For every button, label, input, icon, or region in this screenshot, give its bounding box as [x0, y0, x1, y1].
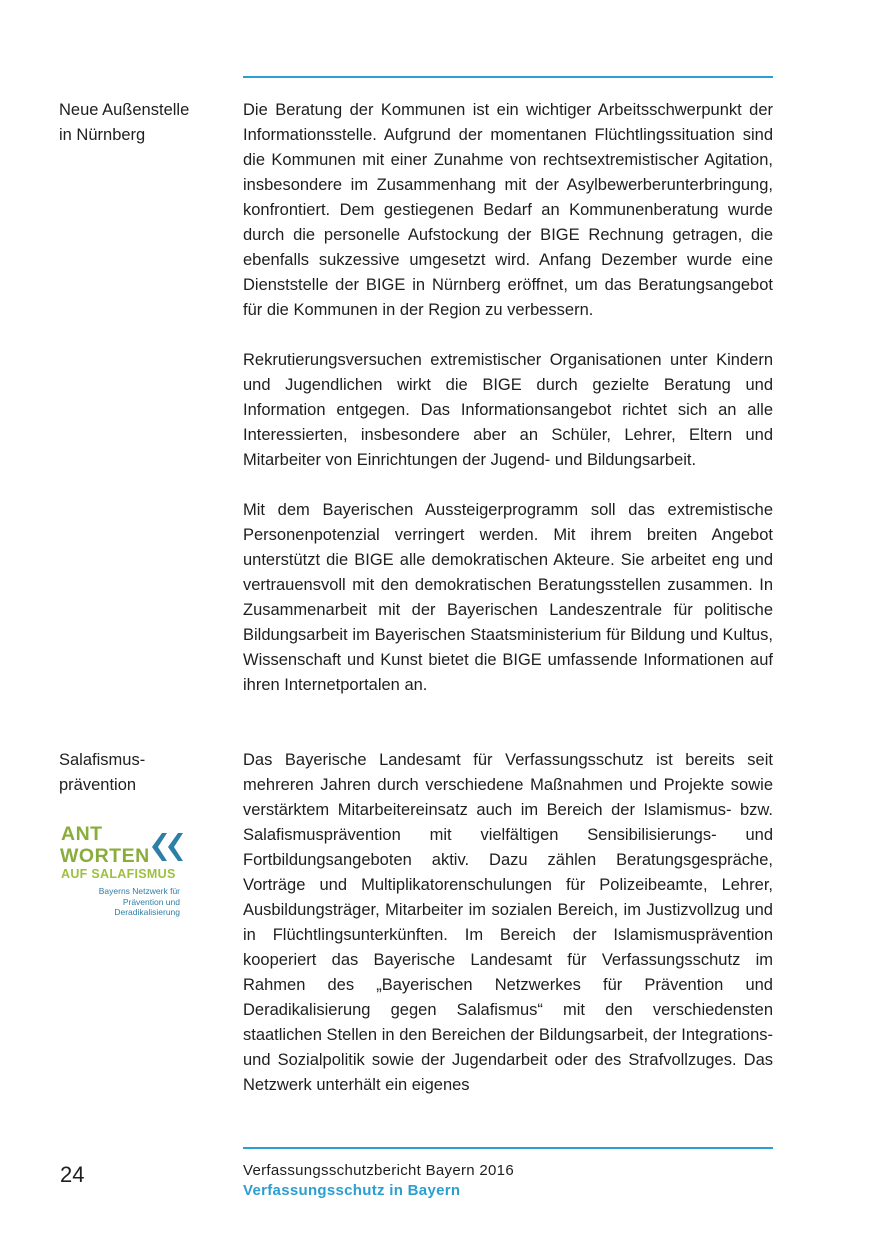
- double-chevron-icon: [148, 831, 184, 863]
- footer-report-title: Verfassungsschutzbericht Bayern 2016: [243, 1162, 514, 1179]
- section-heading-salafismus: [59, 748, 234, 798]
- body-paragraph: Rekrutierungsversuchen extremistischer Organisationen unter Kindern und Jugendlichen wirkt die BIGE durch gezielte Beratung und Information entgegen. Das Informationsangebot richtet sich an alle Interessierten, insbesondere aber an Schüler, Lehrer, Eltern und Mitarbeiter von Einrichtungen der Jugend- und Bildungsarbeit.: [243, 351, 773, 469]
- logo-subtitle: Bayerns Netzwerk für: [98, 886, 180, 896]
- top-divider: [243, 76, 773, 78]
- logo-text-line: ANT: [61, 823, 103, 845]
- body-paragraph: Die Beratung der Kommunen ist ein wichtiger Arbeitsschwerpunkt der Informationsstelle. Aufgrund der momentanen Flüchtlingssituation sind die Kommunen mit einer Zunahme von rechtsextremistischer Agitation, insbesondere im Zusammenhang mit der Asylbewerberunterbringung, konfrontiert. Dem gestiegenen Bedarf an Kommunenberatung wurde durch die personelle Aufstockung der BIGE Rechnung getragen, die ebenfalls sukzessive umgesetzt wird. Anfang Dezember wurde eine Dienststelle der BIGE in Nürnberg eröffnet, um das Beratungsangebot für die Kommunen in der Region zu verbessern.: [243, 101, 773, 319]
- section-heading-aussenstelle: [59, 98, 234, 148]
- page-number: 24: [60, 1162, 85, 1187]
- section-heading-line: prävention: [59, 776, 137, 794]
- section-body-aussenstelle: [243, 98, 773, 698]
- logo-text-line: AUF SALAFISMUS: [61, 867, 176, 881]
- section-heading-line: Salafismus-: [59, 751, 146, 769]
- section-heading-line: in Nürnberg: [59, 126, 146, 144]
- body-paragraph: Mit dem Bayerischen Aussteigerprogramm soll das extremistische Personenpotenzial verringert werden. Mit ihrem breiten Angebot unterstützt die BIGE alle demokratischen Akteure. Sie arbeitet eng und vertrauensvoll mit den demokratischen Beratungsstellen zusammen. In Zusammenarbeit mit der Bayerischen Landeszentrale für politische Bildungsarbeit im Bayerischen Staatsministerium für Bildung und Kultus, Wissenschaft und Kunst bietet die BIGE umfassende Informationen auf ihren Internetportalen an.: [243, 501, 773, 694]
- footer-chapter-title: Verfassungsschutz in Bayern: [243, 1182, 461, 1199]
- body-paragraph: Das Bayerische Landesamt für Verfassungsschutz ist bereits seit mehreren Jahren durch verschiedene Maßnahmen und Projekte sowie verstärktem Mitarbeitereinsatz auch im Bereich der Islamismus- bzw. Salafismusprävention mit vielfältigen Sensibilisierungs- und Fortbildungsangeboten aktiv. Dazu zählen Beratungsgespräche, Vorträge und Multiplikatorenschulungen für Polizeibeamte, Lehrer, Ausbildungsträger, Mitarbeiter im sozialen Bereich, im Justizvollzug und in Flüchtlingsunterkünften. Im Bereich der Islamismusprävention kooperiert das Bayerische Landesamt für Verfassungsschutz im Rahmen des „Bayerischen Netzwerkes für Prävention und Deradikalisierung gegen Salafismus“ mit den verschiedensten staatlichen Stellen in den Bereichen der Bildungsarbeit, der Integrations- und Sozialpolitik sowie der Jugendarbeit oder des Strafvollzuges. Das Netzwerk unterhält ein eigenes: [243, 751, 773, 1094]
- section-heading-line: Neue Außenstelle: [59, 101, 190, 119]
- logo-subtitle: Prävention und Deradikalisierung: [114, 897, 180, 917]
- logo-text-line: WORTEN: [60, 845, 150, 867]
- antworten-auf-salafismus-logo: [60, 823, 185, 917]
- section-body-salafismus: [243, 748, 773, 1098]
- bottom-divider: [243, 1147, 773, 1149]
